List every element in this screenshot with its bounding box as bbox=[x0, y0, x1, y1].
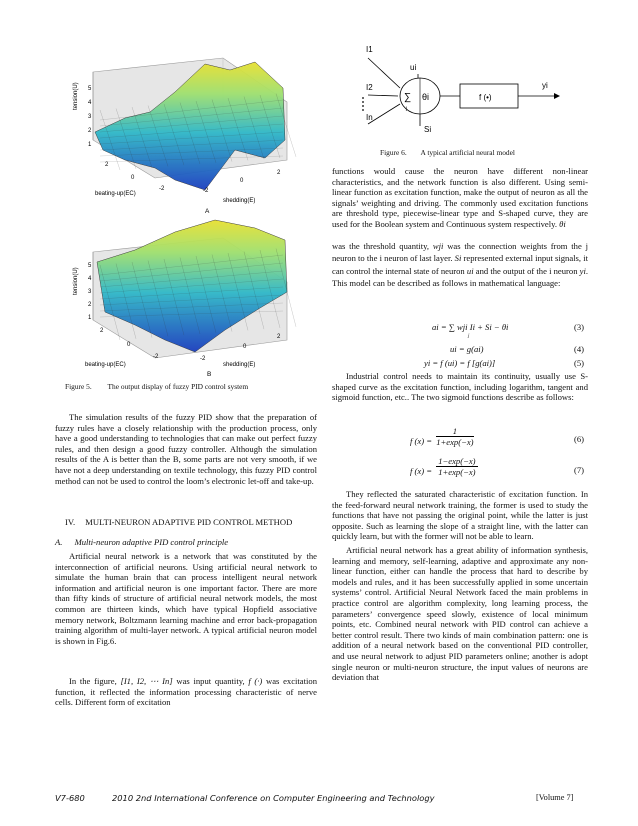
fig6-caption-text: A typical artificial neural model bbox=[420, 148, 515, 157]
equation-3: ai = ∑ wji Ii + Si − θi j bbox=[432, 322, 509, 339]
section-title: MULTI-NEURON ADAPTIVE PID CONTROL METHOD bbox=[85, 517, 293, 527]
equation-3-number: (3) bbox=[574, 322, 585, 332]
input-label: I2 bbox=[366, 83, 373, 92]
x-tick: 2 bbox=[105, 162, 109, 168]
z-tick: 2 bbox=[88, 128, 92, 134]
dots bbox=[362, 97, 364, 111]
z-tick: 2 bbox=[88, 302, 92, 308]
input-vector: [I1, I2, ⋯ In] bbox=[120, 676, 173, 686]
z-tick: 5 bbox=[88, 86, 92, 92]
y-tick: 0 bbox=[243, 344, 247, 350]
z-tick: 4 bbox=[88, 100, 92, 106]
input-label: In bbox=[366, 113, 373, 122]
y-tick: 0 bbox=[240, 178, 244, 184]
equation-7: f (x) = $\frac{1-\exp(-x)}{1+\exp(-x)}$ bbox=[410, 456, 476, 477]
footer-conference: 2010 2nd International Conference on Computer Engineering and Technology bbox=[112, 793, 435, 803]
plot-b bbox=[73, 220, 287, 378]
left-paragraph-1: The simulation results of the fuzzy PID show that the preparation of fuzzy rules have a closely relationship with the production process, only have a good understanding to technologies that can make out perfect fuzzy rules, and then design a good fuzzy controller. Although the simulation results of the A is better than the B, some parts are not very smooth, if we have not a deep understanding on textile technology, this fuzzy PID control method can not be used to control the loom’s electronic let-off and take-up. bbox=[55, 412, 317, 486]
plot-b-letter: B bbox=[207, 371, 212, 378]
equation-6: f (x) = $\frac{1}{1+\exp(-x)}$ bbox=[410, 426, 474, 447]
section-number: IV. bbox=[65, 517, 76, 527]
section-heading bbox=[65, 517, 292, 527]
equation-5: yi = f (ui) = f [g(ai)] bbox=[424, 358, 496, 368]
sum-index: j bbox=[406, 106, 408, 112]
activation-label: f (•) bbox=[479, 93, 492, 102]
subsection-title: Multi-neuron adaptive PID control principle bbox=[74, 537, 229, 547]
y-tick: 2 bbox=[277, 170, 281, 176]
z-tick: 1 bbox=[88, 142, 92, 148]
equation-7-number: (7) bbox=[574, 465, 585, 475]
fig5-caption-text: The output display of fuzzy PID control system bbox=[107, 382, 249, 391]
left-paragraph-3: In the figure, [I1, I2, ⋯ In] was input quantity, f (·) was excitation function, it reflected the information processing characteristic of nerve cells. Different form of excitation bbox=[55, 676, 317, 708]
x-tick: -2 bbox=[153, 354, 159, 360]
input-arrow bbox=[368, 58, 400, 88]
s-label: Si bbox=[424, 125, 432, 134]
subsection-heading bbox=[55, 537, 228, 547]
fig5-caption-num: Figure 5. bbox=[65, 382, 92, 391]
x-tick: 0 bbox=[127, 342, 131, 348]
input-label: I1 bbox=[366, 45, 373, 54]
z-tick: 4 bbox=[88, 276, 92, 282]
footer-volume: [Volume 7] bbox=[536, 793, 574, 802]
equation-6-number: (6) bbox=[574, 434, 585, 444]
x-tick: 2 bbox=[100, 328, 104, 334]
footer-page-number: V7-680 bbox=[55, 793, 85, 803]
u-label: ui bbox=[410, 63, 417, 72]
plot-a-ylabel: shedding(E) bbox=[223, 198, 256, 204]
plot-a bbox=[73, 58, 287, 215]
right-paragraph-4: They reflected the saturated characteristic of excitation function. In the feed-forward neural network training, the former is used to study the functions that have not passing the original point, while the latter is just opposite. Such as learning the slope of a straight line, with the latter can quickly learn, but with the former will not be able to learn. bbox=[332, 489, 588, 542]
y-tick: -2 bbox=[203, 188, 209, 194]
right-paragraph-1: functions would cause the neuron have different non-linear characteristics, and the network function is also different. Using semi-linear function as excitation function, make the output of neuron as all the signals’ weighting and driving. The commonly used excitation functions are threshold type, piecewise-linear type and S-shaped curve, they are used for the Boolean system and Continuous system respectively. θi bbox=[332, 166, 588, 229]
equation-4: ui = g(ai) bbox=[450, 344, 484, 354]
right-paragraph-5: Artificial neural network has a great ability of information synthesis, learning and memory, self-learning, adaptive and approximate any non-linear function, either can handle the process that hard to describe by models and rules, and it has been successfully applied in some uncertain systems’ control. Artificial Neural Network faced the main problems in practice control are algorithm complexity, long learning process, the parameters’ convergence speed slowly, existence of local minimum points, etc. Combined neural network with PID control can achieve a better control result. There two kinds of main combination pattern: one is addition of a neural network based on the conventional PID controller, and use neural network to adjust PID parameters online; another is adopt single neuron or multi-neuron structure, the input values of neurons are deviation that bbox=[332, 545, 588, 683]
z-tick: 3 bbox=[88, 289, 92, 295]
plot-b-xlabel: beating-up(EC) bbox=[85, 362, 126, 368]
input-arrow bbox=[368, 104, 400, 124]
equation-5-number: (5) bbox=[574, 358, 585, 368]
plot-a-letter: A bbox=[205, 208, 210, 215]
plot-a-zlabel: tension(U) bbox=[73, 82, 79, 110]
x-tick: -2 bbox=[159, 186, 165, 192]
input-arrow bbox=[368, 95, 398, 96]
plot-b-ylabel: shedding(E) bbox=[223, 362, 256, 368]
y-tick: -2 bbox=[200, 356, 206, 362]
figure-5 bbox=[55, 40, 317, 435]
figure-6 bbox=[332, 40, 588, 140]
z-tick: 5 bbox=[88, 263, 92, 269]
sum-symbol: ∑ bbox=[404, 92, 412, 103]
subsection-number: A. bbox=[55, 537, 63, 547]
left-paragraph-2: Artificial neural network is a network that was constituted by the interconnection of artificial neurons. Using artificial neural network to simulate the human brain that can process intelligent neural network information and artificial neuron is one important factor. There are more than fifty kinds of structure of artificial neural network models, the most common are thirteen kinds, which have typical Hopfield associative memory network, Boltzmann learning machine and error back-propagation training algorithm of multi-layer network. A typical artificial neuron model is shown in Fig.6. bbox=[55, 551, 317, 646]
fig5-caption bbox=[65, 382, 248, 391]
theta-label: θi bbox=[422, 92, 430, 102]
right-paragraph-2: was the threshold quantity, wji was the connection weights from the j neuron to the i neuron of last layer. Si represented external input signals, it can control the internal state of neuron ui and the output of the i neuron yi. This model can be described as follows in mathematical language: bbox=[332, 241, 589, 289]
right-paragraph-3: Industrial control needs to maintain its continuity, usually use S-shaped curve as the excitation function, including logarithm, tangent and sigmoid function, etc.. The two sigmoid functions describe as follows: bbox=[332, 371, 588, 403]
plot-a-xlabel: beating-up(EC) bbox=[95, 191, 136, 197]
equation-4-number: (4) bbox=[574, 344, 585, 354]
fig6-caption bbox=[380, 148, 515, 157]
plot-b-zlabel: tension(U) bbox=[73, 267, 79, 295]
z-tick: 3 bbox=[88, 114, 92, 120]
fig6-caption-num: Figure 6. bbox=[380, 148, 407, 157]
y-tick: 2 bbox=[277, 334, 281, 340]
x-tick: 0 bbox=[131, 175, 135, 181]
z-tick: 1 bbox=[88, 315, 92, 321]
y-label: yi bbox=[542, 81, 548, 90]
